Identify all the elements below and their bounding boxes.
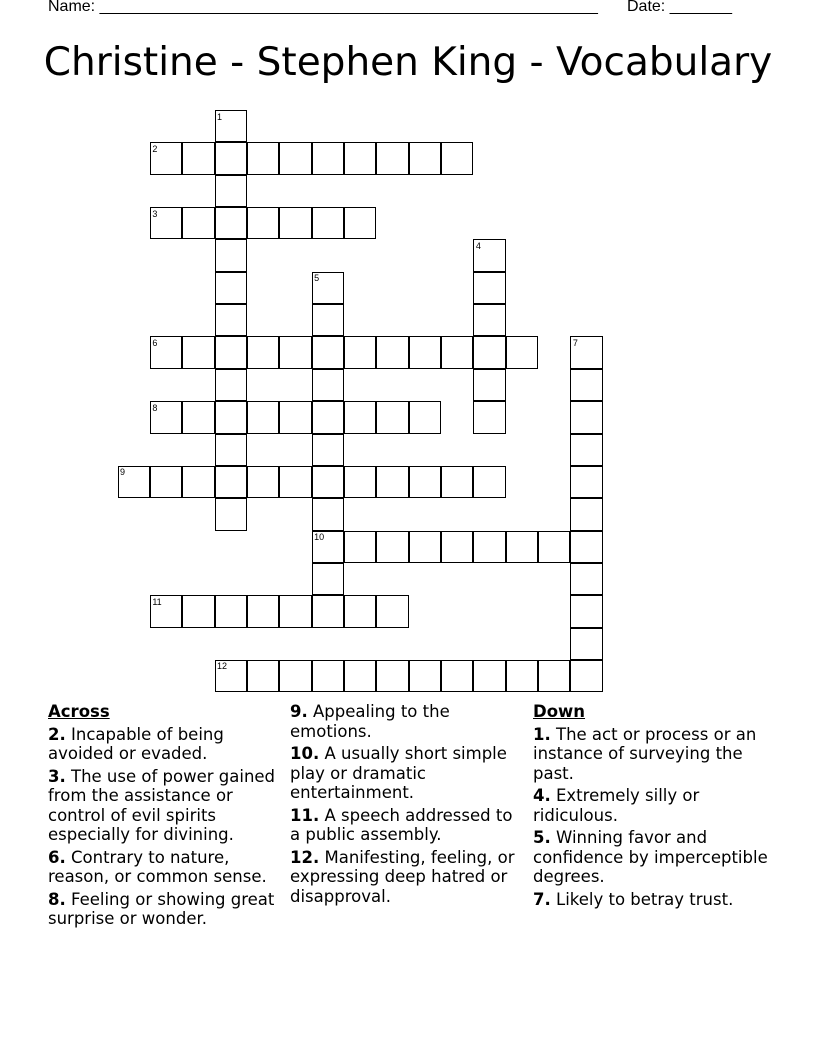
grid-cell[interactable]: [182, 595, 214, 627]
clue-item: [533, 786, 768, 825]
grid-cell[interactable]: [409, 660, 441, 692]
grid-cell[interactable]: [215, 434, 247, 466]
clue-text: Winning favor and confidence by imperceptible degrees.: [533, 828, 768, 886]
grid-cell[interactable]: [409, 401, 441, 433]
grid-cell[interactable]: [312, 304, 344, 336]
grid-cell[interactable]: [215, 369, 247, 401]
clue-item: [290, 702, 525, 741]
grid-cell[interactable]: [473, 272, 505, 304]
clue-item: [290, 806, 525, 845]
clue-number-label: 5: [314, 273, 320, 284]
clue-text: Appealing to the emotions.: [290, 702, 450, 741]
clue-text: Feeling or showing great surprise or wonder.: [48, 889, 275, 928]
grid-cell[interactable]: [215, 336, 247, 368]
grid-cell[interactable]: [344, 336, 376, 368]
grid-cell[interactable]: [570, 628, 602, 660]
grid-cell[interactable]: [570, 595, 602, 627]
grid-cell[interactable]: [312, 401, 344, 433]
grid-cell[interactable]: [441, 336, 473, 368]
grid-cell[interactable]: [182, 142, 214, 174]
grid-cell[interactable]: [441, 142, 473, 174]
clue-item: [48, 848, 283, 887]
name-field: Name: ________________________________________________________: [48, 0, 598, 15]
grid-cell[interactable]: [182, 466, 214, 498]
grid-cell[interactable]: [570, 466, 602, 498]
clue-item: [290, 744, 525, 803]
grid-cell[interactable]: [344, 142, 376, 174]
clue-number-label: 6: [152, 337, 158, 348]
grid-cell[interactable]: [215, 304, 247, 336]
grid-cell[interactable]: [182, 336, 214, 368]
grid-cell[interactable]: [215, 142, 247, 174]
clue-text: The use of power gained from the assistance or control of evil spirits especially for divining.: [48, 766, 276, 844]
clue-number: 12.: [290, 847, 320, 867]
grid-cell[interactable]: [376, 466, 408, 498]
grid-cell[interactable]: [473, 660, 505, 692]
grid-cell[interactable]: [247, 466, 279, 498]
grid-cell[interactable]: [279, 207, 311, 239]
grid-cell[interactable]: [182, 401, 214, 433]
grid-cell[interactable]: [279, 595, 311, 627]
clue-number: 7.: [533, 889, 551, 909]
clue-number: 6.: [48, 847, 66, 867]
grid-cell[interactable]: [376, 336, 408, 368]
grid-cell[interactable]: [247, 401, 279, 433]
grid-cell[interactable]: [570, 563, 602, 595]
grid-cell[interactable]: [247, 660, 279, 692]
grid-cell[interactable]: [409, 466, 441, 498]
grid-cell[interactable]: [344, 401, 376, 433]
grid-cell[interactable]: [215, 498, 247, 530]
grid-cell[interactable]: [312, 142, 344, 174]
clue-number-label: 9: [120, 467, 126, 478]
down-heading: Down: [533, 702, 586, 721]
grid-cell[interactable]: [215, 175, 247, 207]
grid-cell[interactable]: [312, 466, 344, 498]
grid-cell[interactable]: [441, 531, 473, 563]
grid-cell[interactable]: [312, 563, 344, 595]
clue-text: Incapable of being avoided or evaded.: [48, 724, 224, 763]
clue-number: 10.: [290, 744, 320, 763]
clue-item: [533, 828, 768, 887]
clue-item: [290, 848, 525, 907]
grid-cell[interactable]: [247, 595, 279, 627]
grid-cell[interactable]: [570, 434, 602, 466]
grid-cell[interactable]: [538, 660, 570, 692]
clue-text: Extremely silly or ridiculous.: [533, 786, 700, 825]
grid-cell[interactable]: [279, 466, 311, 498]
grid-cell[interactable]: [409, 531, 441, 563]
grid-cell[interactable]: [506, 531, 538, 563]
clue-number: 11.: [290, 805, 320, 825]
clue-number: 1.: [533, 724, 551, 744]
grid-cell[interactable]: [376, 531, 408, 563]
clue-text: The act or process or an instance of surveying the past.: [533, 724, 757, 783]
grid-cell[interactable]: [473, 369, 505, 401]
grid-cell[interactable]: [215, 272, 247, 304]
grid-cell[interactable]: [473, 401, 505, 433]
clue-text: Likely to betray trust.: [550, 889, 734, 909]
clue-number-label: 8: [152, 402, 158, 413]
grid-cell[interactable]: [312, 369, 344, 401]
grid-cell[interactable]: [344, 207, 376, 239]
clue-item: [48, 767, 283, 845]
grid-cell[interactable]: [570, 498, 602, 530]
grid-cell[interactable]: [215, 595, 247, 627]
grid-cell[interactable]: [344, 531, 376, 563]
grid-cell[interactable]: [376, 660, 408, 692]
grid-cell[interactable]: [215, 401, 247, 433]
clue-number: 4.: [533, 786, 551, 805]
clue-number-label: 1: [217, 111, 223, 122]
grid-cell[interactable]: [409, 336, 441, 368]
grid-cell[interactable]: [150, 466, 182, 498]
clue-item: [48, 890, 283, 929]
clue-number-label: 3: [152, 208, 158, 219]
grid-cell[interactable]: [441, 466, 473, 498]
grid-cell[interactable]: [182, 207, 214, 239]
grid-cell[interactable]: [279, 401, 311, 433]
grid-cell[interactable]: [312, 660, 344, 692]
across-heading: Across: [48, 702, 110, 721]
grid-cell[interactable]: [247, 336, 279, 368]
grid-cell[interactable]: [279, 660, 311, 692]
clue-text: Contrary to nature, reason, or common sense.: [48, 847, 267, 886]
grid-cell[interactable]: [312, 434, 344, 466]
clue-item: [533, 890, 768, 910]
grid-cell[interactable]: [570, 369, 602, 401]
clue-number: 8.: [48, 889, 66, 909]
grid-cell[interactable]: [376, 595, 408, 627]
grid-cell[interactable]: [473, 531, 505, 563]
date-field: Date: _______: [627, 0, 732, 15]
clue-number-label: 2: [152, 143, 158, 154]
grid-cell[interactable]: [247, 207, 279, 239]
clue-column-2: [290, 702, 525, 909]
clue-number: 2.: [48, 724, 66, 744]
grid-cell[interactable]: [312, 595, 344, 627]
grid-cell[interactable]: [409, 142, 441, 174]
grid-cell[interactable]: [215, 207, 247, 239]
grid-cell[interactable]: [570, 531, 602, 563]
grid-cell[interactable]: [473, 466, 505, 498]
grid-cell[interactable]: [215, 466, 247, 498]
page-title: Christine - Stephen King - Vocabulary: [43, 40, 773, 85]
grid-cell[interactable]: [506, 336, 538, 368]
grid-cell[interactable]: [376, 401, 408, 433]
grid-cell[interactable]: [570, 401, 602, 433]
clue-number: 9.: [290, 702, 308, 721]
grid-cell[interactable]: [506, 660, 538, 692]
clue-column-3: [533, 702, 768, 912]
grid-cell[interactable]: [538, 531, 570, 563]
grid-cell[interactable]: [312, 336, 344, 368]
grid-cell[interactable]: [570, 660, 602, 692]
grid-cell[interactable]: [279, 336, 311, 368]
grid-cell[interactable]: [344, 660, 376, 692]
grid-cell[interactable]: [312, 498, 344, 530]
clue-text: A speech addressed to a public assembly.: [290, 805, 513, 844]
clue-item: [533, 725, 768, 784]
grid-cell[interactable]: [473, 336, 505, 368]
clue-number-label: 4: [475, 240, 481, 251]
grid-cell[interactable]: [473, 304, 505, 336]
grid-cell[interactable]: [312, 207, 344, 239]
grid-cell[interactable]: [279, 142, 311, 174]
clue-number-label: 11: [152, 596, 162, 607]
clue-text: A usually short simple play or dramatic entertainment.: [290, 744, 507, 802]
grid-cell[interactable]: [344, 595, 376, 627]
clue-number-label: 7: [572, 337, 578, 348]
grid-cell[interactable]: [344, 466, 376, 498]
clue-item: [48, 725, 283, 764]
clue-text: Manifesting, feeling, or expressing deep hatred or disapproval.: [290, 847, 515, 906]
clue-column-1: [48, 702, 283, 932]
clue-number: 5.: [533, 828, 551, 847]
grid-cell[interactable]: [247, 142, 279, 174]
grid-cell[interactable]: [215, 239, 247, 271]
clue-number-label: 10: [314, 532, 325, 543]
clue-number: 3.: [48, 766, 66, 786]
grid-cell[interactable]: [441, 660, 473, 692]
clue-number-label: 12: [217, 661, 228, 672]
grid-cell[interactable]: [376, 142, 408, 174]
